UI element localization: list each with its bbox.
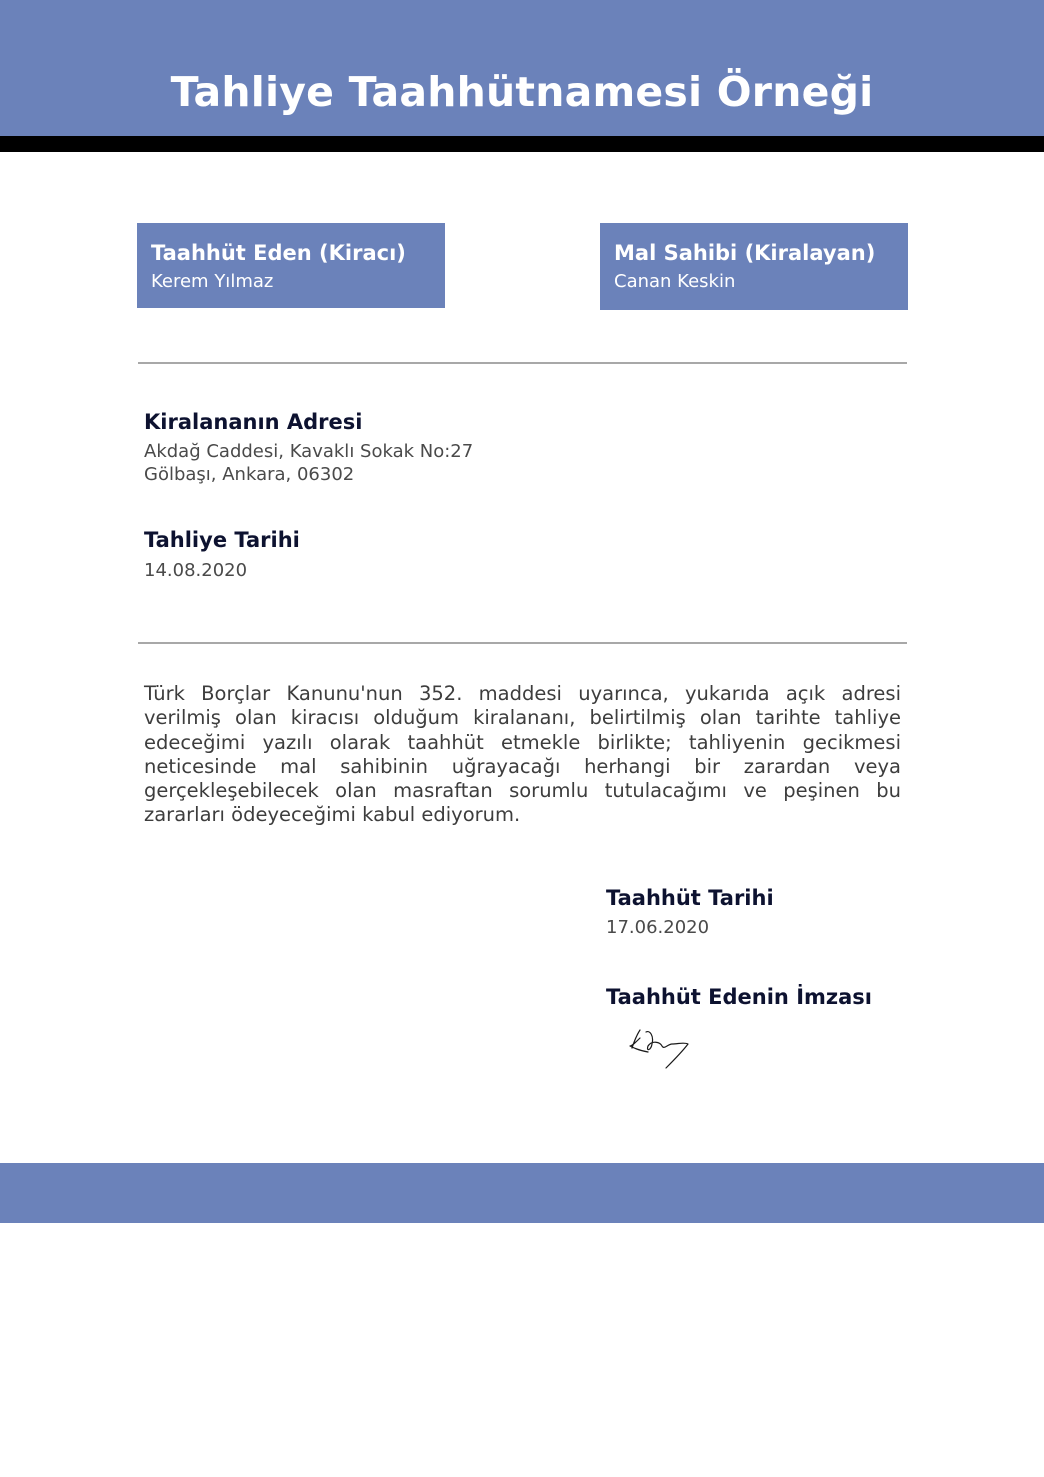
owner-name: Canan Keskin	[614, 271, 736, 292]
eviction-date-value: 14.08.2020	[144, 560, 248, 581]
address-line-1: Akdağ Caddesi, Kavaklı Sokak No:27	[144, 441, 474, 462]
tenant-name: Kerem Yılmaz	[151, 271, 274, 292]
owner-box	[600, 223, 908, 310]
address-label: Kiralananın Adresi	[144, 410, 363, 434]
footer-banner	[0, 1163, 1044, 1223]
commitment-date-value: 17.06.2020	[606, 917, 710, 938]
eviction-date-label: Tahliye Tarihi	[144, 528, 300, 552]
divider-middle	[138, 642, 907, 644]
commitment-text: Türk Borçlar Kanunu'nun 352. maddesi uyarınca, yukarıda açık adresi verilmiş olan kiracısı olduğum kiralananı, belirtilmiş olan tarihte tahliye edeceğimi yazılı olarak taahhüt etmekle birlikte; tahliyenin gecikmesi neticesinde mal sahibinin uğrayacağı herhangi bir zarardan veya gerçekleşebilecek olan masraftan sorumlu tutulacağımı ve peşinen bu zararları ödeyeceğimi kabul ediyorum.	[144, 682, 901, 827]
tenant-role: Taahhüt Eden (Kiracı)	[151, 241, 406, 265]
page-title: Tahliye Taahhütnamesi Örneği	[170, 68, 874, 116]
commitment-date-label: Taahhüt Tarihi	[606, 886, 774, 910]
tenant-box	[137, 223, 445, 308]
divider-top	[138, 362, 907, 364]
signature-label: Taahhüt Edenin İmzası	[606, 985, 872, 1009]
header-rule	[0, 136, 1044, 152]
owner-role: Mal Sahibi (Kiralayan)	[614, 241, 876, 265]
address-line-2: Gölbaşı, Ankara, 06302	[144, 464, 355, 485]
signature-scribble	[626, 1022, 692, 1072]
